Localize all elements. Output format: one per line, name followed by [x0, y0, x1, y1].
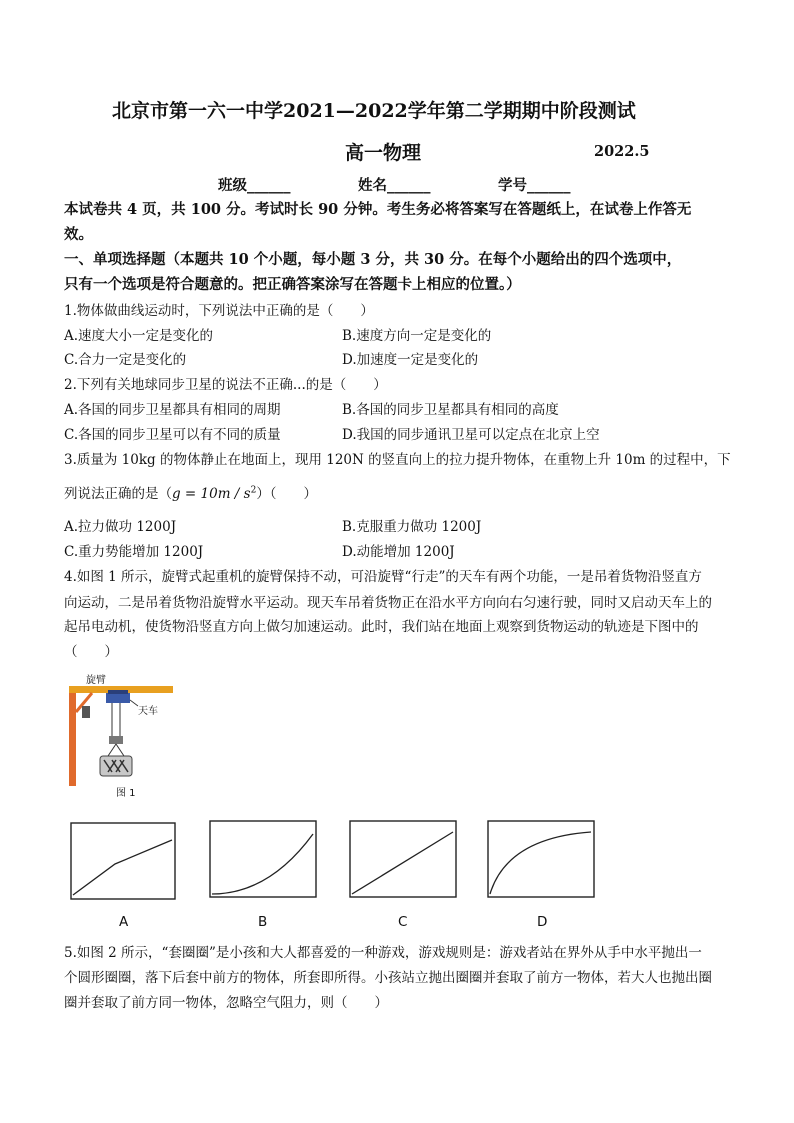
q2-stem: 2.下列有关地球同步卫星的说法不正确...的是（ ）: [64, 377, 387, 393]
option-label-b: B: [258, 914, 268, 930]
hook: [109, 736, 123, 744]
trajectory-option-d: [487, 820, 595, 898]
option-label-c: C: [398, 914, 408, 930]
trajectory-d-curve: [490, 832, 591, 894]
trajectory-b-curve: [212, 834, 313, 894]
trajectory-c-line: [352, 832, 453, 894]
exam-title: 北京市第一六一中学2021—2022学年第二学期期中阶段测试: [112, 100, 636, 122]
trajectory-option-c: [349, 820, 457, 898]
option-label-d: D: [537, 914, 548, 930]
notice-line-1: 本试卷共 4 页，共 100 分。考试时长 90 分钟。考生务必将答案写在答题纸上，在试卷上作答无: [64, 201, 692, 218]
q3-stem-line-2: [64, 482, 317, 502]
q2-option-b: B.各国的同步卫星都具有相同的高度: [342, 402, 559, 418]
q1-option-c: C.合力一定是变化的: [64, 352, 187, 368]
q3-line2-prefix: 列说法正确的是（: [64, 486, 172, 502]
q3-option-a: A.拉力做功 1200J: [64, 519, 177, 535]
figure-caption: 图 1: [116, 788, 136, 799]
crane-motor: [82, 706, 90, 718]
q2-option-d: D.我国的同步通讯卫星可以定点在北京上空: [342, 427, 600, 443]
q3-formula-exponent: 2: [250, 485, 257, 496]
q1-option-b: B.速度方向一定是变化的: [342, 328, 492, 344]
q4-stem-line-2: 向运动，二是吊着货物沿旋臂水平运动。现天车吊着货物正在沿水平方向向右匀速行驶，同时又启动天车上的: [64, 595, 712, 611]
trolley: [106, 693, 130, 703]
trolley-label: 天车: [138, 706, 158, 717]
q5-stem-line-2: 个圆形圈圈，落下后套中前方的物体，所套即所得。小孩站立抛出圈圈并套取了前方一物体，若大人也抛出圈: [64, 970, 712, 986]
q4-stem-line-1: 4.如图 1 所示，旋臂式起重机的旋臂保持不动，可沿旋臂“行走”的天车有两个功能，一是吊着货物沿竖直方: [64, 569, 702, 585]
trajectory-option-b: [209, 820, 317, 898]
q4-stem-line-3: 起吊电动机，使货物沿竖直方向上做匀加速运动。此时，我们站在地面上观察到货物运动的轨迹是下图中的: [64, 619, 699, 635]
subject-title: 高一物理: [345, 142, 422, 164]
q1-option-a: A.速度大小一定是变化的: [64, 328, 214, 344]
option-label-a: A: [119, 914, 129, 930]
q3-option-b: B.克服重力做功 1200J: [342, 519, 482, 535]
q5-stem-line-1: 5.如图 2 所示，“套圈圈”是小孩和大人都喜爱的一种游戏，游戏规则是：游戏者站在界外从手中水平抛出一: [64, 945, 702, 961]
q3-option-c: C.重力势能增加 1200J: [64, 544, 204, 560]
q2-option-a: A.各国的同步卫星都具有相同的周期: [64, 402, 281, 418]
student-id-field: 学号______: [498, 177, 571, 194]
exam-date: 2022.5: [594, 143, 650, 160]
q3-option-d: D.动能增加 1200J: [342, 544, 455, 560]
q3-formula: g = 10m / s: [172, 486, 251, 502]
name-field: 姓名______: [358, 177, 431, 194]
section-heading-line-1: 一、单项选择题（本题共 10 个小题，每小题 3 分，共 30 分。在每个小题给出的四个选项中，: [64, 251, 682, 268]
q5-stem-line-3: 圈并套取了前方同一物体，忽略空气阻力，则（ ）: [64, 995, 388, 1011]
crane-pillar: [69, 688, 76, 786]
q4-stem-line-4: （ ）: [64, 644, 118, 660]
q1-stem: 1.物体做曲线运动时，下列说法中正确的是（ ）: [64, 303, 374, 319]
trajectory-a-curve: [73, 840, 172, 895]
class-field: 班级______: [218, 177, 291, 194]
notice-line-2: 效。: [64, 226, 93, 243]
q3-stem-line-1: 3.质量为 10kg 的物体静止在地面上，现用 120N 的竖直向上的拉力提升物体，在重物上升 10m 的过程中，下: [64, 452, 731, 468]
trajectory-option-a: [70, 822, 176, 900]
q1-option-d: D.加速度一定是变化的: [342, 352, 479, 368]
figure-1-crane: [64, 672, 184, 802]
arm-label: 旋臂: [86, 675, 106, 686]
q2-option-c: C.各国的同步卫星可以有不同的质量: [64, 427, 281, 443]
section-heading-line-2: 只有一个选项是符合题意的。把正确答案涂写在答题卡上相应的位置。）: [64, 276, 521, 293]
q3-line2-suffix: ）（ ）: [256, 486, 318, 502]
